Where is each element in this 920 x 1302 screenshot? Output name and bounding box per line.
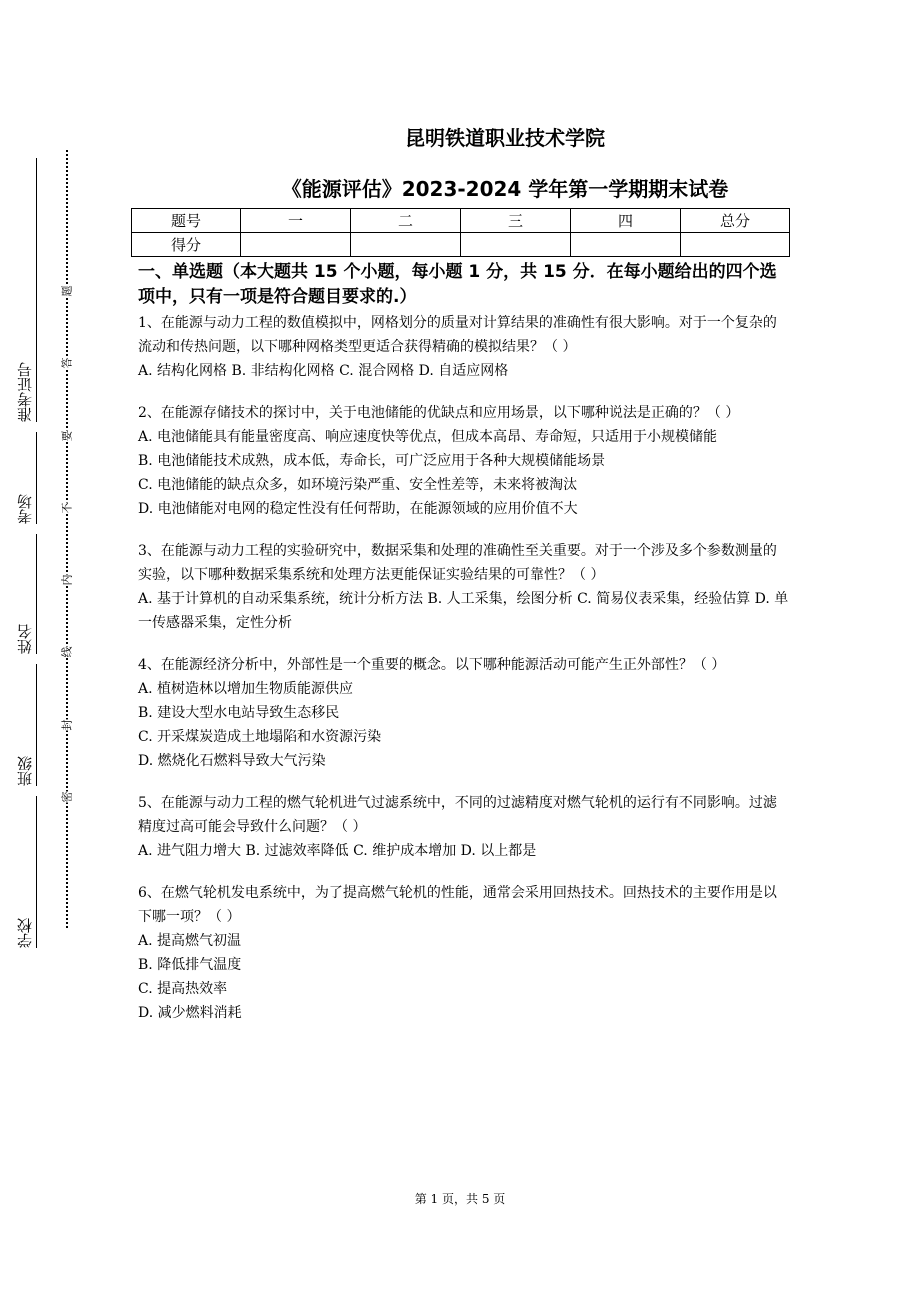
seal-char: 不 — [60, 502, 73, 514]
question — [138, 791, 790, 863]
school-field[interactable] — [14, 796, 44, 948]
question — [138, 401, 790, 521]
question — [138, 653, 790, 773]
score-input-cell[interactable] — [241, 233, 351, 257]
question-option: C. 电池储能的缺点众多，如环境污染严重、安全性差等，未来将被淘汰 — [138, 477, 578, 493]
table-cell: 总分 — [681, 209, 790, 233]
seal-char: 要 — [60, 430, 73, 442]
score-input-cell[interactable] — [681, 233, 790, 257]
seal-char: 封 — [60, 719, 73, 731]
table-cell: 三 — [461, 209, 571, 233]
exam-room-field[interactable] — [14, 432, 44, 524]
exam-room-label: 考场 — [16, 494, 34, 524]
question-text: 4、在能源经济分析中，外部性是一个重要的概念。以下哪种能源活动可能产生正外部性？（ ） — [138, 657, 726, 673]
seal-char: 线 — [60, 646, 73, 658]
table-cell: 四 — [571, 209, 681, 233]
question-option: D. 电池储能对电网的稳定性没有任何帮助，在能源领域的应用价值不大 — [138, 501, 578, 517]
class-field[interactable] — [14, 664, 44, 786]
question-option: B. 电池储能技术成熟，成本低，寿命长，可广泛应用于各种大规模储能场景 — [138, 453, 606, 469]
question-text: 1、在能源与动力工程的数值模拟中，网格划分的质量对计算结果的准确性有很大影响。对于一个复杂的流动和传热问题，以下哪种网格类型更适合获得精确的模拟结果？（ ） — [138, 315, 777, 355]
exam-title: 《能源评估》2023-2024 学年第一学期期末试卷 — [281, 177, 729, 201]
score-input-cell[interactable] — [571, 233, 681, 257]
score-table-score-row — [132, 233, 790, 257]
score-table — [131, 208, 790, 257]
question-option: D. 减少燃料消耗 — [138, 1005, 242, 1021]
question-option: A. 植树造林以增加生物质能源供应 — [138, 681, 354, 697]
table-cell: 二 — [351, 209, 461, 233]
seal-char: 答 — [60, 357, 73, 369]
section-heading: 一、单选题（本大题共 15 个小题，每小题 1 分，共 15 分．在每小题给出的四个选项中，只有一项是符合题目要求的.） — [138, 262, 777, 307]
question-option: B. 建设大型水电站导致生态移民 — [138, 705, 340, 721]
question-options: A. 基于计算机的自动采集系统，统计分析方法 B. 人工采集，绘图分析 C. 简易仪表采集，经验估算 D. 单一传感器采集，定性分析 — [138, 591, 789, 631]
table-cell: 一 — [241, 209, 351, 233]
score-input-cell[interactable] — [461, 233, 571, 257]
class-label: 班级 — [16, 756, 34, 786]
name-field[interactable] — [14, 534, 44, 654]
exam-id-label: 准考证号 — [16, 362, 34, 422]
question-text: 3、在能源与动力工程的实验研究中，数据采集和处理的准确性至关重要。对于一个涉及多个参数测量的实验，以下哪种数据采集系统和处理方法更能保证实验结果的可靠性？（ ） — [138, 543, 777, 583]
seal-char: 密 — [60, 791, 73, 803]
question-text: 5、在能源与动力工程的燃气轮机进气过滤系统中，不同的过滤精度对燃气轮机的运行有不同影响。过滤精度过高可能会导致什么问题？（ ） — [138, 795, 777, 835]
question-options: A. 结构化网格 B. 非结构化网格 C. 混合网格 D. 自适应网格 — [138, 363, 509, 379]
seal-char: 内 — [60, 574, 73, 586]
table-cell: 得分 — [132, 233, 241, 257]
question-option: D. 燃烧化石燃料导致大气污染 — [138, 753, 326, 769]
question-option: C. 开采煤炭造成土地塌陷和水资源污染 — [138, 729, 382, 745]
exam-content — [138, 260, 790, 1025]
question — [138, 881, 790, 1025]
school-label: 学校 — [16, 918, 34, 948]
name-label: 姓名 — [16, 624, 34, 654]
question-options: A. 进气阻力增大 B. 过滤效率降低 C. 维护成本增加 D. 以上都是 — [138, 843, 537, 859]
question-option: A. 提高燃气初温 — [138, 933, 242, 949]
question-text: 2、在能源存储技术的探讨中，关于电池储能的优缺点和应用场景，以下哪种说法是正确的？（ ） — [138, 405, 740, 421]
page-footer: 第 1 页，共 5 页 — [414, 1192, 506, 1206]
seal-line-text — [58, 284, 76, 804]
question-option: A. 电池储能具有能量密度高、响应速度快等优点，但成本高昂、寿命短，只适用于小规模储能 — [138, 429, 718, 445]
question-option: C. 提高热效率 — [138, 981, 228, 997]
question — [138, 539, 790, 635]
question-text: 6、在燃气轮机发电系统中，为了提高燃气轮机的性能，通常会采用回热技术。回热技术的主要作用是以下哪一项？（ ） — [138, 885, 777, 925]
score-table-header-row — [132, 209, 790, 233]
seal-char: 题 — [60, 285, 73, 297]
school-title: 昆明铁道职业技术学院 — [405, 126, 605, 150]
score-input-cell[interactable] — [351, 233, 461, 257]
question — [138, 311, 790, 383]
question-option: B. 降低排气温度 — [138, 957, 242, 973]
table-cell: 题号 — [132, 209, 241, 233]
